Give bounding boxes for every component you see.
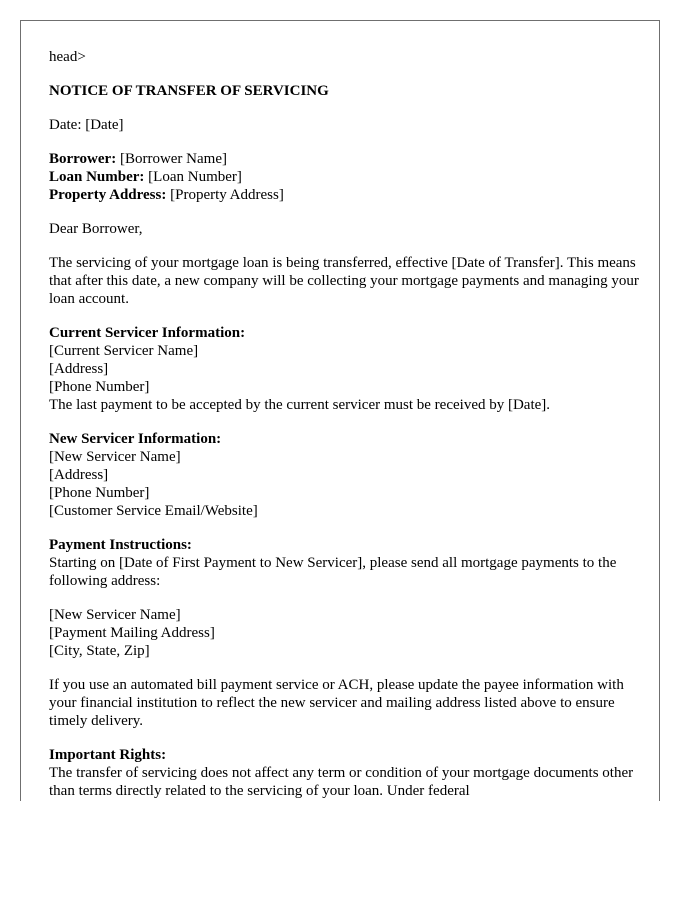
property-address-line <box>49 186 639 204</box>
payment-section <box>49 536 639 590</box>
intro-paragraph: The servicing of your mortgage loan is being transferred, effective [Date of Transfer]. This means that after this date, a new company will be collecting your mortgage payments and managing your loan account. <box>49 255 639 307</box>
loan-details <box>49 150 639 204</box>
rights-section <box>49 746 639 800</box>
borrower-line <box>49 150 639 168</box>
current-servicer-name: [Current Servicer Name] <box>49 343 199 359</box>
new-servicer-phone: [Phone Number] <box>49 485 150 501</box>
new-servicer-heading: New Servicer Information: <box>49 431 222 447</box>
borrower-label: Borrower: <box>49 151 117 167</box>
current-servicer-heading: Current Servicer Information: <box>49 325 246 341</box>
stray-tag-text: head> <box>49 49 86 65</box>
date-line: Date: [Date] <box>49 117 124 133</box>
loan-number-label: Loan Number: <box>49 169 145 185</box>
letter-frame <box>20 20 660 801</box>
rights-heading: Important Rights: <box>49 747 167 763</box>
property-address-label: Property Address: <box>49 187 167 203</box>
loan-number-value: [Loan Number] <box>144 169 242 185</box>
new-servicer-section <box>49 430 639 520</box>
current-servicer-phone: [Phone Number] <box>49 379 150 395</box>
rights-text: The transfer of servicing does not affect any term or condition of your mortgage documents other than terms directly related to the servicing of your loan. Under federal <box>49 765 634 799</box>
payment-address <box>49 606 639 660</box>
borrower-value: [Borrower Name] <box>116 151 227 167</box>
payment-address-mailing: [Payment Mailing Address] <box>49 625 215 641</box>
autopay-paragraph: If you use an automated bill payment service or ACH, please update the payee information with your financial institution to reflect the new servicer and mailing address listed above to ensure timely delivery. <box>49 677 624 729</box>
payment-address-name: [New Servicer Name] <box>49 607 181 623</box>
current-servicer-address: [Address] <box>49 361 109 377</box>
new-servicer-contact: [Customer Service Email/Website] <box>49 503 258 519</box>
salutation: Dear Borrower, <box>49 221 143 237</box>
new-servicer-name: [New Servicer Name] <box>49 449 181 465</box>
property-address-value: [Property Address] <box>166 187 284 203</box>
current-servicer-note: The last payment to be accepted by the current servicer must be received by [Date]. <box>49 397 551 413</box>
current-servicer-section <box>49 324 639 414</box>
payment-text: Starting on [Date of First Payment to New Servicer], please send all mortgage payments to the following address: <box>49 555 617 589</box>
payment-address-city: [City, State, Zip] <box>49 643 150 659</box>
letter-title: NOTICE OF TRANSFER OF SERVICING <box>49 83 329 99</box>
payment-heading: Payment Instructions: <box>49 537 192 553</box>
new-servicer-address: [Address] <box>49 467 109 483</box>
loan-number-line <box>49 168 639 186</box>
letter-content <box>49 48 639 800</box>
